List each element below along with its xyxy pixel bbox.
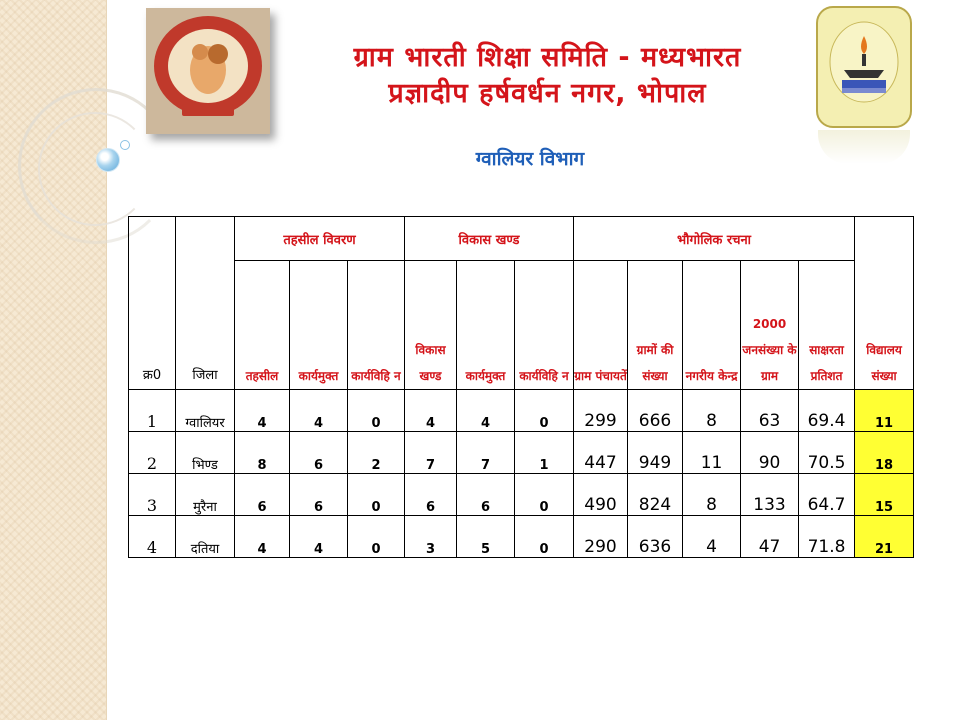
cell-jansankhya: 63 <box>741 390 799 432</box>
cell-karyavihin2: 0 <box>515 390 574 432</box>
cell-karyayukt1: 4 <box>290 390 348 432</box>
col-district-header: जिला <box>176 217 235 390</box>
cell-sn: 2 <box>129 432 176 474</box>
title-line-2: प्रज्ञादीप हर्षवर्धन नगर, भोपाल <box>388 78 707 109</box>
table-row <box>129 474 914 516</box>
cell-nagar: 8 <box>683 390 741 432</box>
cell-district: भिण्ड <box>176 432 235 474</box>
cell-karyayukt1: 6 <box>290 432 348 474</box>
col-nagar-header: नगरीय केन्द्र <box>683 261 741 390</box>
cell-tehsil: 8 <box>235 432 290 474</box>
cell-panchayat: 290 <box>574 516 628 558</box>
cell-jansankhya: 90 <box>741 432 799 474</box>
bubble-decoration <box>96 148 120 172</box>
cell-vidyalaya: 18 <box>855 432 914 474</box>
district-statistics-table <box>128 216 914 558</box>
cell-district: मुरैना <box>176 474 235 516</box>
cell-karyavihin2: 1 <box>515 432 574 474</box>
cell-gram: 666 <box>628 390 683 432</box>
cell-tehsil: 4 <box>235 390 290 432</box>
group-vikas-header: विकास खण्ड <box>405 217 574 261</box>
title-line-1: ग्राम भारती शिक्षा समिति - मध्यभारत <box>353 42 742 73</box>
cell-sn: 3 <box>129 474 176 516</box>
cell-saksharta: 64.7 <box>799 474 855 516</box>
cell-sn: 4 <box>129 516 176 558</box>
page-title <box>285 40 810 112</box>
decorative-arc-inner <box>38 112 152 226</box>
table-row <box>129 516 914 558</box>
cell-saksharta: 69.4 <box>799 390 855 432</box>
cell-karyayukt2: 5 <box>457 516 515 558</box>
cell-karyayukt1: 4 <box>290 516 348 558</box>
cell-gram: 636 <box>628 516 683 558</box>
cell-jansankhya: 133 <box>741 474 799 516</box>
jansankhya-label: जनसंख्या के ग्राम <box>742 343 797 383</box>
cell-karyavihin2: 0 <box>515 474 574 516</box>
cell-jansankhya: 47 <box>741 516 799 558</box>
cell-tehsil: 6 <box>235 474 290 516</box>
vidya-bharati-logo <box>816 6 912 128</box>
cell-sn: 1 <box>129 390 176 432</box>
cell-panchayat: 490 <box>574 474 628 516</box>
logo-reflection <box>818 130 910 164</box>
cell-karyavihin1: 0 <box>348 516 405 558</box>
cell-karyayukt2: 7 <box>457 432 515 474</box>
column-header-row <box>129 261 914 390</box>
cell-karyayukt1: 6 <box>290 474 348 516</box>
cell-karyayukt2: 4 <box>457 390 515 432</box>
cell-karyavihin1: 0 <box>348 474 405 516</box>
col-serial-header: क्र0 <box>129 217 176 390</box>
cell-vidyalaya: 11 <box>855 390 914 432</box>
col-karyavihin2-header: कार्यविहि न <box>515 261 574 390</box>
page-subtitle: ग्वालियर विभाग <box>475 148 585 170</box>
cell-vikas: 6 <box>405 474 457 516</box>
cell-gram: 824 <box>628 474 683 516</box>
cell-vikas: 4 <box>405 390 457 432</box>
bubble-decoration-small <box>120 140 130 150</box>
col-jansankhya-header <box>741 261 799 390</box>
group-header-row <box>129 217 914 261</box>
cell-district: ग्वालियर <box>176 390 235 432</box>
col-saksharta-header: साक्षरता प्रतिशत <box>799 261 855 390</box>
group-tehsil-header: तहसील विवरण <box>235 217 405 261</box>
table-row <box>129 432 914 474</box>
col-tehsil-header: तहसील <box>235 261 290 390</box>
cell-saksharta: 70.5 <box>799 432 855 474</box>
cell-karyayukt2: 6 <box>457 474 515 516</box>
cell-nagar: 8 <box>683 474 741 516</box>
group-bhogolik-header: भौगोलिक रचना <box>574 217 855 261</box>
cell-nagar: 11 <box>683 432 741 474</box>
cell-vidyalaya: 15 <box>855 474 914 516</box>
cell-karyavihin2: 0 <box>515 516 574 558</box>
col-vikas-header: विकास खण्ड <box>405 261 457 390</box>
cell-panchayat: 447 <box>574 432 628 474</box>
cell-district: दतिया <box>176 516 235 558</box>
cell-panchayat: 299 <box>574 390 628 432</box>
col-panchayat-header: ग्राम पंचायतें <box>574 261 628 390</box>
table-row <box>129 390 914 432</box>
cell-karyavihin1: 0 <box>348 390 405 432</box>
col-karyavihin1-header: कार्यविहि न <box>348 261 405 390</box>
col-karyayukt2-header: कार्यमुक्त <box>457 261 515 390</box>
col-karyayukt1-header: कार्यमुक्त <box>290 261 348 390</box>
col-gram-header: ग्रामों की संख्या <box>628 261 683 390</box>
cell-vikas: 3 <box>405 516 457 558</box>
cell-vikas: 7 <box>405 432 457 474</box>
cell-vidyalaya: 21 <box>855 516 914 558</box>
cell-nagar: 4 <box>683 516 741 558</box>
cell-gram: 949 <box>628 432 683 474</box>
cell-tehsil: 4 <box>235 516 290 558</box>
cell-saksharta: 71.8 <box>799 516 855 558</box>
saraswati-shishu-mandir-logo <box>146 8 270 134</box>
cell-karyavihin1: 2 <box>348 432 405 474</box>
col-vidyalaya-header: विद्यालय संख्या <box>855 217 914 390</box>
year-label: 2000 <box>752 317 787 331</box>
